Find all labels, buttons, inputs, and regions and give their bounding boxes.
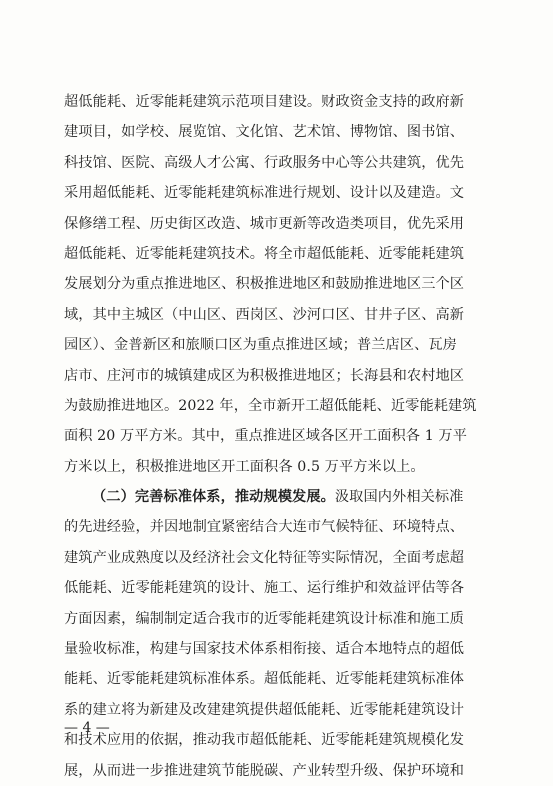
paragraph-line: 方米以上，积极推进地区开工面积各 0.5 万平方米以上。 [64,458,425,475]
paragraph-line: 建项目，如学校、展览馆、文化馆、艺术馆、博物馆、图书馆、 [64,124,465,141]
paragraph-line: 科技馆、医院、高级人才公寓、行政服务中心等公共建筑，优先 [64,154,465,171]
paragraph-line: 保修缮工程、历史街区改造、城市更新等改造类项目，优先采用 [64,215,465,232]
paragraph-line: 量验收标准，构建与国家技术体系相衔接、适合本地特点的超低 [64,641,465,658]
section-heading-continuation: 汲取国内外相关标准 [334,489,464,506]
paragraph-line: 低能耗、近零能耗建筑的设计、施工、运行维护和效益评估等各 [64,580,465,597]
paragraph-line: 域，其中主城区（中山区、西岗区、沙河口区、甘井子区、高新 [64,306,465,323]
paragraph-line: 采用超低能耗、近零能耗建筑标准进行规划、设计以及建造。文 [64,185,465,202]
page-number: — 4 — [64,720,110,736]
paragraph-line: 方面因素，编制制定适合我市的近零能耗建筑设计标准和施工质 [64,610,465,627]
section-heading: （二）完善标准体系，推动规模发展。 [92,489,335,506]
paragraph-line: 超低能耗、近零能耗建筑技术。将全市超低能耗、近零能耗建筑 [64,245,465,262]
body-text [64,87,484,786]
paragraph-line: 园区）、金普新区和旅顺口区为重点推进区域；普兰店区、瓦房 [64,337,457,354]
paragraph-line: 建筑产业成熟度以及经济社会文化特征等实际情况，全面考虑超 [64,549,465,566]
paragraph-line: 系的建立将为新建及改建建筑提供超低能耗、近零能耗建筑设计 [64,701,465,718]
paragraph-line: 面积 20 万平方米。其中，重点推进区域各区开工面积各 1 万平 [64,428,468,445]
paragraph-line: 和技术应用的依据，推动我市超低能耗、近零能耗建筑规模化发 [64,732,465,749]
paragraph-line: 的先进经验，并因地制宜紧密结合大连市气候特征、环境特点、 [64,519,465,536]
paragraph-line: 超低能耗、近零能耗建筑示范项目建设。财政资金支持的政府新 [64,94,465,110]
section-heading-line [64,482,484,512]
paragraph-line: 为鼓励推进地区。2022 年，全市新开工超低能耗、近零能耗建筑 [64,397,477,414]
paragraph-line: 能耗、近零能耗建筑标准体系。超低能耗、近零能耗建筑标准体 [64,671,465,688]
paragraph-line: 店市、庄河市的城镇建成区为积极推进地区；长海县和农村地区 [64,367,465,384]
paragraph-line: 发展划分为重点推进地区、积极推进地区和鼓励推进地区三个区 [64,276,465,293]
paragraph-line: 展，从而进一步推进建筑节能脱碳、产业转型升级、保护环境和 [64,762,465,779]
